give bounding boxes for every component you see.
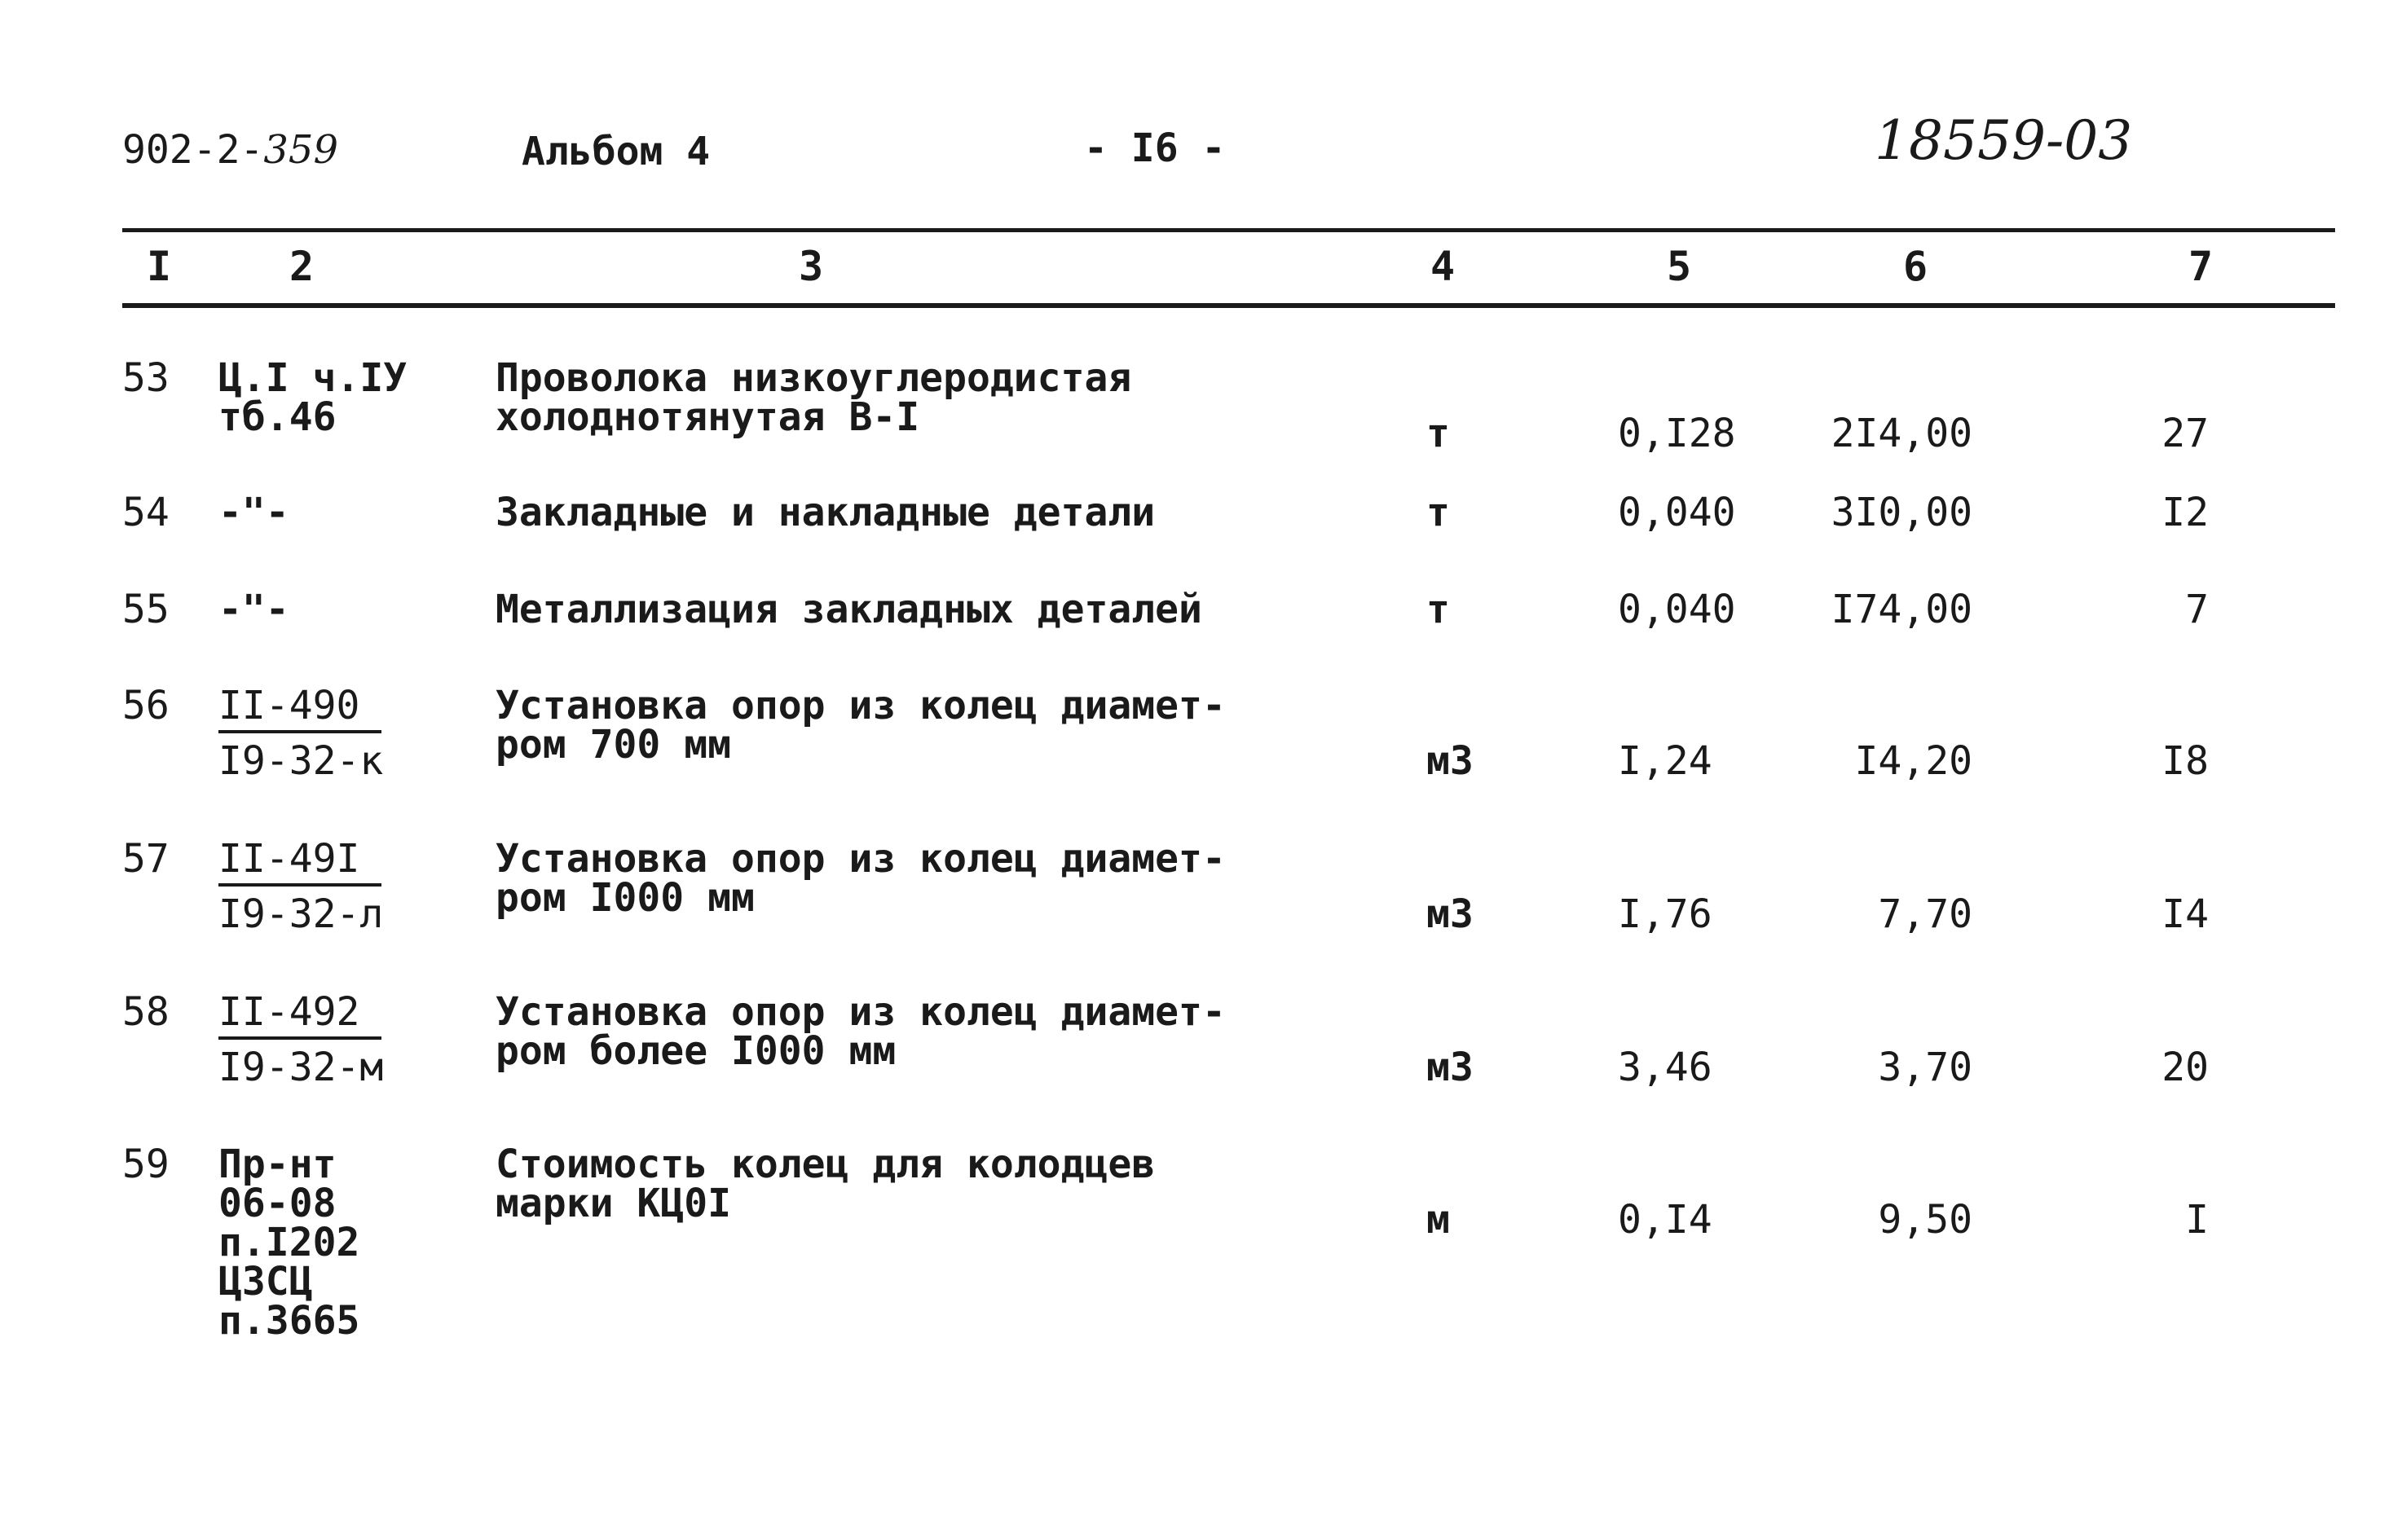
page-number: - I6 - (1084, 125, 1226, 171)
total-cost: I4 (2161, 891, 2209, 937)
row-number: 53 (122, 355, 170, 401)
unit: м (1426, 1197, 1450, 1243)
unit: т (1426, 587, 1450, 632)
reference-fraction (218, 836, 384, 937)
total-cost: I8 (2161, 738, 2209, 784)
quantity: 0,I28 (1618, 411, 1736, 456)
item-description: Металлизация закладных деталей (496, 587, 1202, 632)
column-number: 7 (2188, 243, 2214, 290)
reference-fraction (218, 989, 384, 1090)
item-description: Установка опор из колец диамет- ром более I000 мм (496, 989, 1226, 1074)
column-number: 2 (289, 243, 315, 290)
reference-code: -"- (218, 490, 289, 535)
table-header-bottom-rule (122, 303, 2335, 308)
unit-price: 9,50 (1878, 1197, 1972, 1243)
total-cost: 20 (2161, 1045, 2209, 1090)
quantity: 0,040 (1618, 490, 1736, 535)
unit: м3 (1426, 891, 1474, 937)
unit: т (1426, 490, 1450, 535)
unit: м3 (1426, 738, 1474, 784)
quantity: I,76 (1618, 891, 1712, 937)
total-cost: 7 (2185, 587, 2209, 632)
reference-code: -"- (218, 587, 289, 632)
row-number: 57 (122, 836, 170, 882)
reference-denominator: I9-32-л (218, 891, 384, 937)
album-label: Альбом 4 (522, 129, 711, 174)
document-code-printed: 902-2- (122, 127, 264, 173)
reference-denominator: I9-32-м (218, 1045, 384, 1090)
total-cost: 27 (2161, 411, 2209, 456)
quantity: 0,040 (1618, 587, 1736, 632)
column-number: 3 (798, 243, 824, 290)
document-code (122, 127, 339, 173)
reference-denominator: I9-32-к (218, 738, 384, 784)
reference-numerator: II-49I (218, 839, 381, 887)
document-code-handwritten: 359 (263, 127, 339, 173)
reference-numerator: II-492 (218, 992, 381, 1040)
unit-price: 7,70 (1878, 891, 1972, 937)
item-description: Установка опор из колец диамет- ром 700 мм (496, 683, 1226, 768)
reference-numerator: II-490 (218, 686, 381, 733)
unit-price: 2I4,00 (1831, 411, 1972, 456)
unit-price: 3,70 (1878, 1045, 1972, 1090)
item-description: Установка опор из колец диамет- ром I000 мм (496, 836, 1226, 921)
total-cost: I2 (2161, 490, 2209, 535)
item-description: Стоимость колец для колодцев марки КЦ0I (496, 1142, 1156, 1226)
column-number: I (146, 243, 172, 290)
column-number: 4 (1430, 243, 1456, 290)
row-number: 58 (122, 989, 170, 1035)
row-number: 54 (122, 490, 170, 535)
table-top-rule (122, 228, 2335, 232)
item-description: Проволока низкоуглеродистая холоднотянутая В-I (496, 355, 1132, 440)
unit-price: I4,20 (1854, 738, 1972, 784)
unit-price: I74,00 (1831, 587, 1972, 632)
handwritten-stamp-number: 18559-03 (1875, 109, 2133, 172)
total-cost: I (2185, 1197, 2209, 1243)
quantity: 0,I4 (1618, 1197, 1712, 1243)
unit-price: 3I0,00 (1831, 490, 1972, 535)
reference-fraction (218, 683, 384, 784)
row-number: 55 (122, 587, 170, 632)
reference-code: Пр-нт 06-08 п.I202 ЦЗСЦ п.3665 (218, 1142, 360, 1344)
unit: м3 (1426, 1045, 1474, 1090)
row-number: 56 (122, 683, 170, 728)
item-description: Закладные и накладные детали (496, 490, 1156, 535)
row-number: 59 (122, 1142, 170, 1187)
column-number: 5 (1666, 243, 1692, 290)
quantity: 3,46 (1618, 1045, 1712, 1090)
reference-code: Ц.I ч.IУ тб.46 (218, 355, 408, 440)
quantity: I,24 (1618, 738, 1712, 784)
column-number: 6 (1902, 243, 1928, 290)
unit: т (1426, 411, 1450, 456)
